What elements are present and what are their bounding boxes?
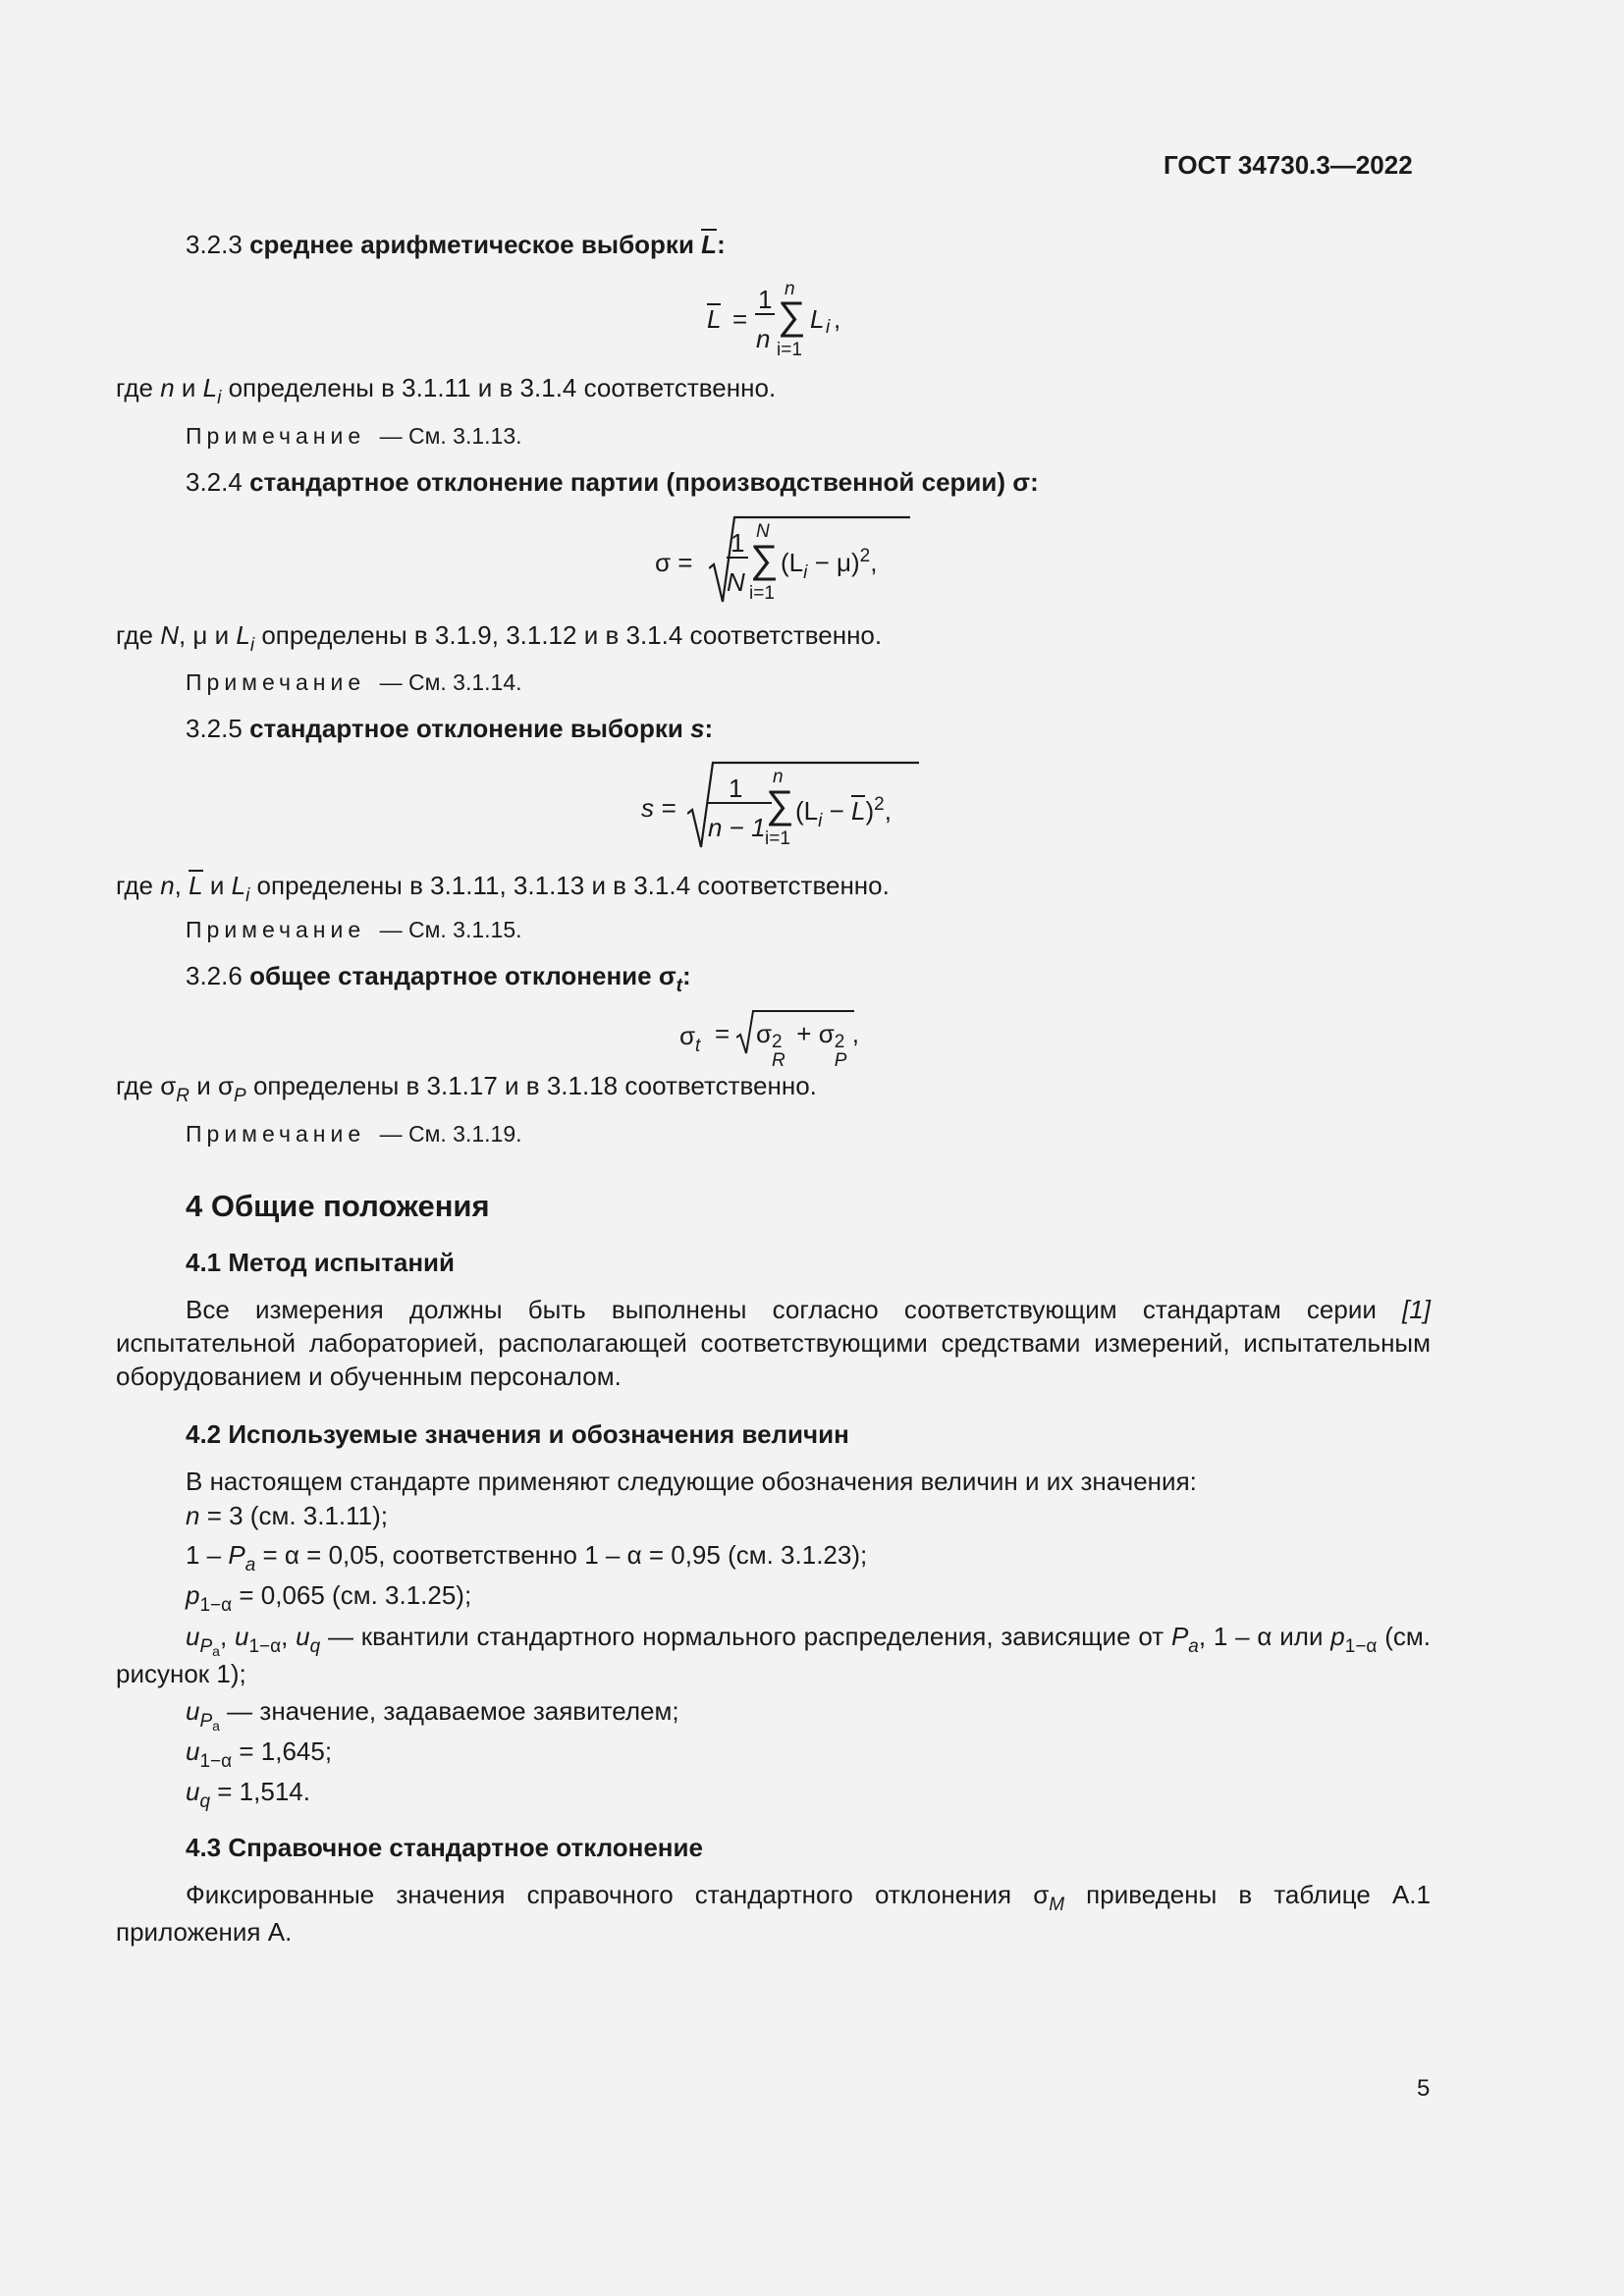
symbol-line-quantiles: $u_{Pa}$, $u_{1-\alpha}$, $u_q$ — квантили стандартного нормального распределения, зависящие от $P_a$, 1 – α или $p_{1-\alpha}$ (см. рисунок 1);	[116, 1622, 1431, 1688]
clause-3-2-5-heading: 3.2.5 стандартное отклонение выборки s:	[186, 714, 714, 743]
clause-3-2-5-note: Примечание — См. 3.1.15.	[186, 917, 522, 942]
symbol-line-p: $p_{1-\alpha} = 0,065$ (см. 3.1.25);	[186, 1580, 472, 1616]
clause-3-2-4-heading: 3.2.4 стандартное отклонение партии (производственной серии) σ:	[186, 467, 1039, 497]
clause-3-2-4-where: где N, μ и $L_i$ определены в 3.1.9, 3.1.12 и в 3.1.4 соответственно.	[116, 620, 883, 656]
subsection-4-2-heading: 4.2 Используемые значения и обозначения величин	[186, 1419, 849, 1449]
clause-3-2-6-heading: 3.2.6 общее стандартное отклонение $\sigma_t$:	[186, 961, 691, 996]
clause-3-2-4-note: Примечание — См. 3.1.14.	[186, 669, 522, 695]
symbol-line-upa: $u_{Pa}$ — значение, задаваемое заявителем;	[186, 1696, 679, 1734]
formula-batch-std-deviation: σ = 1 N ∑ N i=1 $(L_i - \mu)^2$,	[652, 510, 907, 609]
document-code: ГОСТ 34730.3—2022	[1164, 150, 1413, 180]
subsection-4-3-heading: 4.3 Справочное стандартное отклонение	[186, 1833, 703, 1862]
clause-3-2-5-where: где n, L и $L_i$ определены в 3.1.11, 3.1.13 и в 3.1.4 соответственно.	[116, 871, 890, 906]
formula-total-std-deviation: $\sigma_t$ = σ 2 R + σ 2 P ,	[677, 1006, 874, 1061]
paragraph-4-1: Все измерения должны быть выполнены согласно соответствующим стандартам серии [1] испытательной лабораторией, располагающей соответствующими средствами измерений, испытательным оборудованием и обученным персоналом.	[116, 1295, 1431, 1391]
clause-3-2-6-where: где $\sigma_R$ и $\sigma_P$ определены в 3.1.17 и в 3.1.18 соответственно.	[116, 1071, 817, 1106]
subsection-4-1-heading: 4.1 Метод испытаний	[186, 1248, 456, 1277]
symbol-line-alpha: $1 - P_a = \alpha = 0,05$, соответственно 1 – α = 0,95 (см. 3.1.23);	[186, 1540, 868, 1575]
symbol-line-uq: $u_q = 1,514$.	[186, 1777, 310, 1812]
paragraph-4-2-intro: В настоящем стандарте применяют следующие обозначения величин и их значения:	[186, 1467, 1197, 1496]
clause-3-2-3-where: где n и $L_i$ определены в 3.1.11 и в 3.1.4 соответственно.	[116, 373, 777, 408]
symbol-line-u1alpha: $u_{1-\alpha} = 1,645$;	[186, 1736, 333, 1772]
page-number: 5	[1417, 2075, 1431, 2102]
clause-3-2-3-note: Примечание — См. 3.1.13.	[186, 423, 522, 449]
formula-sample-std-deviation: s = 1 n − 1 ∑ n i=1 $(L_i - L)^2$,	[638, 756, 923, 854]
paragraph-4-3: Фиксированные значения справочного стандартного отклонения $\sigma_M$ приведены в таблице А.1 приложения А.	[116, 1880, 1431, 1947]
clause-3-2-6-note: Примечание — См. 3.1.19.	[186, 1121, 522, 1147]
symbol-line-n: n = 3 (см. 3.1.11);	[186, 1501, 389, 1530]
formula-sample-mean: L = 1 n ∑ n i=1 L i ,	[707, 279, 841, 360]
section-4-heading: 4 Общие положения	[186, 1189, 490, 1223]
clause-3-2-3-heading: 3.2.3 среднее арифметическое выборки L:	[186, 230, 726, 259]
